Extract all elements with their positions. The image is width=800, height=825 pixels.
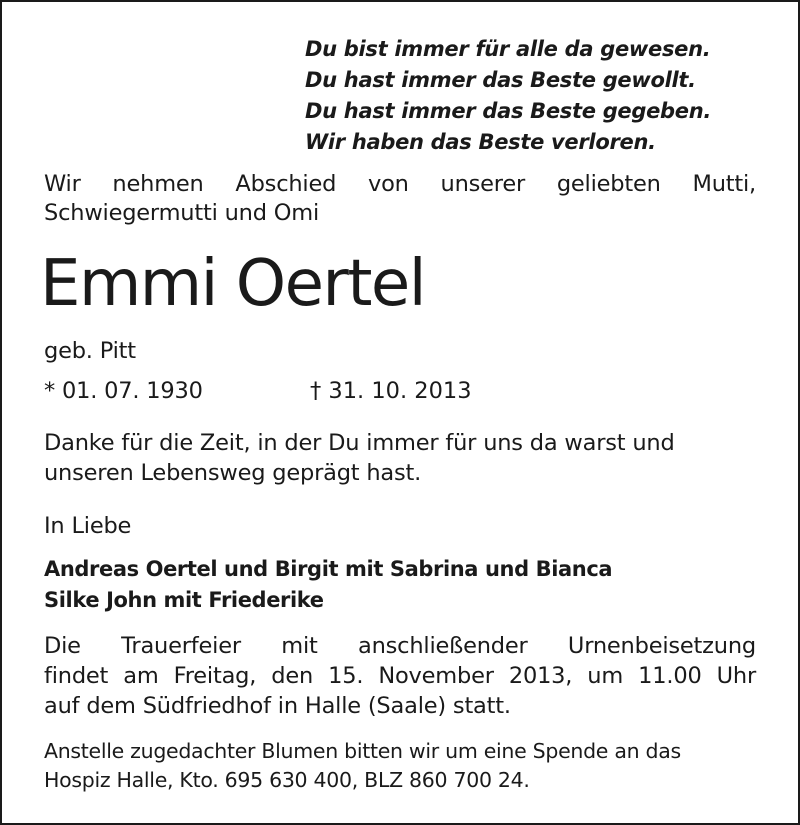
family-line: Silke John mit Friederike bbox=[44, 588, 324, 612]
funeral-line-1: Die Trauerfeier mit anschließender Urnenbeisetzung bbox=[44, 633, 756, 659]
family-signatures bbox=[44, 554, 612, 616]
donation-line-1: Anstelle zugedachter Blumen bitten wir um eine Spende an das bbox=[44, 739, 681, 763]
donation-line-2: Hospiz Halle, Kto. 695 630 400, BLZ 860 700 24. bbox=[44, 768, 530, 792]
funeral-line-3: auf dem Südfriedhof in Halle (Saale) statt. bbox=[44, 693, 511, 719]
intro-line-2: Schwiegermutti und Omi bbox=[44, 200, 320, 226]
death-date: † 31. 10. 2013 bbox=[310, 378, 472, 404]
poem bbox=[305, 34, 711, 158]
poem-line: Du hast immer das Beste gegeben. bbox=[305, 99, 712, 123]
thanks-line-2: unseren Lebensweg geprägt hast. bbox=[44, 460, 422, 486]
poem-line: Du hast immer das Beste gewollt. bbox=[305, 68, 696, 92]
maiden-name: geb. Pitt bbox=[44, 338, 136, 364]
poem-line: Du bist immer für alle da gewesen. bbox=[305, 37, 711, 61]
funeral-line-2: findet am Freitag, den 15. November 2013, um 11.00 Uhr bbox=[44, 663, 756, 689]
intro-line-1: Wir nehmen Abschied von unserer geliebten Mutti, bbox=[44, 171, 756, 197]
poem-line: Wir haben das Beste verloren. bbox=[305, 130, 656, 154]
thanks-line-1: Danke für die Zeit, in der Du immer für uns da warst und bbox=[44, 430, 675, 456]
birth-date: * 01. 07. 1930 bbox=[44, 378, 203, 404]
family-line: Andreas Oertel und Birgit mit Sabrina und Bianca bbox=[44, 557, 613, 581]
closing-phrase: In Liebe bbox=[44, 513, 132, 539]
deceased-name: Emmi Oertel bbox=[40, 247, 426, 321]
